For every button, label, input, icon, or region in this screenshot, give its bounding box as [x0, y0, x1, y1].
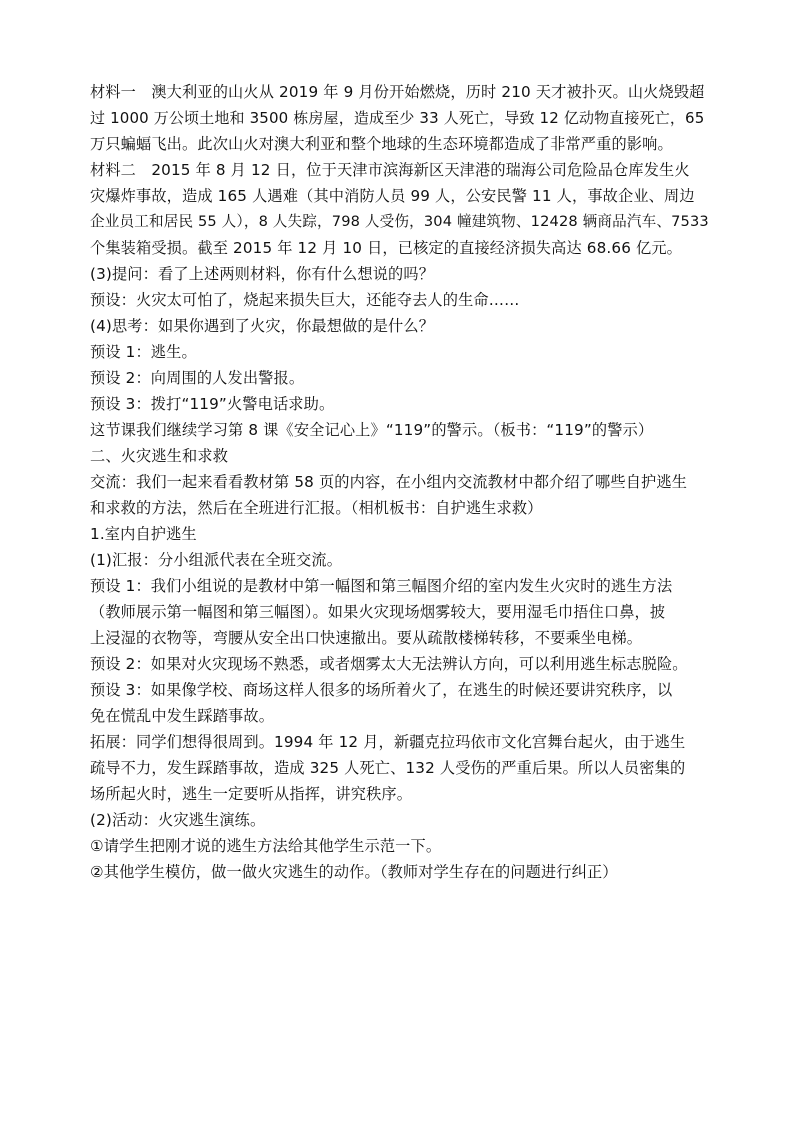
preset-3-line-1: 预设 3：如果像学校、商场这样人很多的场所着火了，在逃生的时候还要讲究秩序，以: [90, 681, 673, 699]
section-heading-2: 二、火灾逃生和求救: [90, 447, 229, 465]
preset-2-signs: 预设 2：如果对火灾现场不熟悉，或者烟雾太大无法辨认方向，可以利用逃生标志脱险。: [90, 655, 688, 673]
activity-2: (2)活动：火灾逃生演练。: [90, 811, 266, 829]
material-one-line-1: 材料一 澳大利亚的山火从 2019 年 9 月份开始燃烧，历时 210 天才被扑灭。山火烧毁超: [90, 83, 705, 101]
report-1: (1)汇报：分小组派代表在全班交流。: [90, 551, 343, 569]
preset-1-line-3: 上浸湿的衣物等，弯腰从安全出口快速撤出。要从疏散楼梯转移，不要乘坐电梯。: [90, 629, 643, 647]
material-two-line-1: 材料二 2015 年 8 月 12 日，位于天津市滨海新区天津港的瑞海公司危险品仓库发生火: [90, 161, 690, 179]
exchange-line-1: 交流：我们一起来看看教材第 58 页的内容，在小组内交流教材中都介绍了哪些自护逃生: [90, 473, 688, 491]
extension-line-2: 疏导不力，发生踩踏事故，造成 325 人死亡、132 人受伤的严重后果。所以人员密集的: [90, 759, 686, 777]
extension-line-1: 拓展：同学们想得很周到。1994 年 12 月，新疆克拉玛依市文化宫舞台起火，由于逃生: [90, 733, 686, 751]
preset-3-line-2: 免在慌乱中发生踩踏事故。: [90, 707, 275, 725]
preset-1-line-1: 预设 1：我们小组说的是教材中第一幅图和第三幅图介绍的室内发生火灾时的逃生方法: [90, 577, 673, 595]
material-two-line-4: 个集装箱受损。截至 2015 年 12 月 10 日，已核定的直接经济损失高达 68.66 亿元。: [90, 239, 683, 257]
preset-1-line-2: （教师展示第一幅图和第三幅图）。如果火灾现场烟雾较大，要用湿毛巾捂住口鼻，披: [90, 603, 666, 621]
preset-1-escape: 预设 1：逃生。: [90, 343, 197, 361]
material-one-line-3: 万只蝙蝠飞出。此次山火对澳大利亚和整个地球的生态环境都造成了非常严重的影响。: [90, 135, 673, 153]
material-one-line-2: 过 1000 万公顷土地和 3500 栋房屋，造成至少 33 人死亡，导致 12 亿动物直接死亡，65: [90, 109, 705, 127]
lesson-intro: 这节课我们继续学习第 8 课《安全记心上》“119”的警示。（板书：“119”的警示）: [90, 421, 654, 439]
activity-step-1: ①请学生把刚才说的逃生方法给其他学生示范一下。: [90, 837, 442, 855]
question-3: (3)提问：看了上述两则材料，你有什么想说的吗？: [90, 265, 435, 283]
activity-step-2: ②其他学生模仿，做一做火灾逃生的动作。（教师对学生存在的问题进行纠正）: [90, 863, 618, 881]
think-4: (4)思考：如果你遇到了火灾，你最想做的是什么？: [90, 317, 435, 335]
preset-2-alarm: 预设 2：向周围的人发出警报。: [90, 369, 305, 387]
preset-3-call: 预设 3：拨打“119”火警电话求助。: [90, 395, 335, 413]
document-body: [90, 79, 710, 885]
material-two-line-2: 灾爆炸事故，造成 165 人遇难（其中消防人员 99 人，公安民警 11 人，事故企业、周边: [90, 187, 695, 205]
exchange-line-2: 和求救的方法，然后在全班进行汇报。（相机板书：自护逃生求救）: [90, 499, 543, 517]
subheading-indoor-escape: 1.室内自护逃生: [90, 525, 197, 543]
material-two-line-3: 企业员工和居民 55 人），8 人失踪，798 人受伤，304 幢建筑物、12428 辆商品汽车、7533: [90, 213, 709, 230]
preset-answer: 预设：火灾太可怕了，烧起来损失巨大，还能夺去人的生命……: [90, 291, 520, 309]
extension-line-3: 场所起火时，逃生一定要听从指挥，讲究秩序。: [90, 785, 413, 803]
